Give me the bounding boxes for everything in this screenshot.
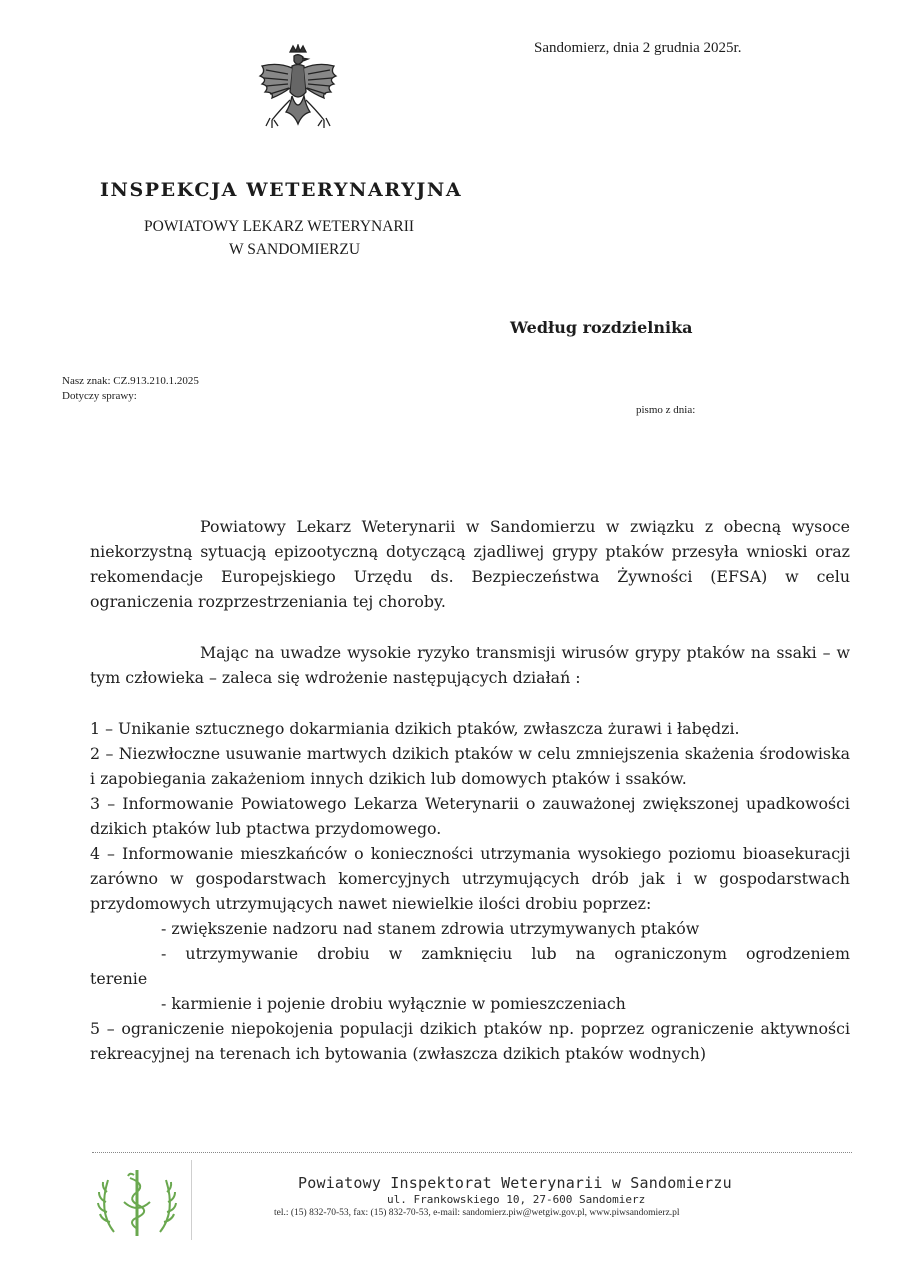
list-item-3: 3 – Informowanie Powiatowego Lekarza Weterynarii o zauważonej zwiększonej upadkowości dzikich ptaków lub ptactwa przydomowego. bbox=[90, 794, 850, 838]
list-item-2: 2 – Niezwłoczne usuwanie martwych dzikich ptaków w celu zmniejszenia skażenia środowiska i zapobiegania zakażeniom innych dzikich lub domowych ptaków i ssaków. bbox=[90, 744, 850, 788]
recipient-line: Według rozdzielnika bbox=[510, 318, 693, 337]
date-line: Sandomierz, dnia 2 grudnia 2025r. bbox=[534, 40, 742, 56]
list-item-4: 4 – Informowanie mieszkańców o konieczności utrzymania wysokiego poziomu bioasekuracji zarówno w gospodarstwach komercyjnych utrzymujących drób jak i w gospodarstwach przydomowych utrzymujących nawet niewielkie ilości drobiu poprzez: bbox=[90, 844, 850, 913]
paragraph-recommendation: Mając na uwadze wysokie ryzyko transmisji wirusów grypy ptaków na ssaki – w tym człowieka – zaleca się wdrożenie następujących działań : bbox=[90, 643, 850, 687]
footer-contact: tel.: (15) 832-70-53, fax: (15) 832-70-53, e-mail: sandomierz.piw@wetgiw.gov.pl, www.piwsandomierz.pl bbox=[274, 1208, 680, 1218]
veterinary-caduceus-logo-icon bbox=[94, 1162, 180, 1242]
reference-number: Nasz znak: CZ.913.210.1.2025 bbox=[62, 375, 199, 387]
footer-address: ul. Frankowskiego 10, 27-600 Sandomierz bbox=[387, 1193, 646, 1206]
footer-organization: Powiatowy Inspektorat Weterynarii w Sandomierzu bbox=[298, 1174, 732, 1192]
footer-divider bbox=[92, 1152, 852, 1153]
list-item-1: 1 – Unikanie sztucznego dokarmiania dzikich ptaków, zwłaszcza żurawi i łabędzi. bbox=[90, 719, 740, 738]
list-item-5: 5 – ograniczenie niepokojenia populacji dzikich ptaków np. poprzez ograniczenie aktywności rekreacyjnej na terenach ich bytowania (zwłaszcza dzikich ptaków wodnych) bbox=[90, 1019, 850, 1063]
sub-bullet-2-continuation: terenie bbox=[90, 969, 148, 988]
polish-eagle-emblem-icon bbox=[252, 44, 344, 142]
sub-bullet-2: - utrzymywanie drobiu w zamknięciu lub na ograniczonym ogrodzeniem bbox=[161, 944, 850, 963]
subject-label: Dotyczy sprawy: bbox=[62, 390, 137, 402]
sub-bullet-1: - zwiększenie nadzoru nad stanem zdrowia utrzymywanych ptaków bbox=[161, 919, 700, 938]
paragraph-intro: Powiatowy Lekarz Weterynarii w Sandomierzu w związku z obecną wysoce niekorzystną sytuacją epizootyczną dotyczącą zjadliwej grypy ptaków przesyła wnioski oraz rekomendacje Europejskiego Urzędu ds. Bezpieczeństwa Żywności (EFSA) w celu ograniczenia rozprzestrzeniania tej choroby. bbox=[90, 517, 850, 611]
footer-separator bbox=[191, 1160, 192, 1240]
letter-body bbox=[90, 514, 850, 1066]
office-name-line1: POWIATOWY LEKARZ WETERYNARII bbox=[144, 218, 415, 235]
sub-bullet-3: - karmienie i pojenie drobiu wyłącznie w pomieszczeniach bbox=[161, 994, 626, 1013]
reference-block bbox=[62, 374, 199, 404]
institution-title: INSPEKCJA WETERYNARYJNA bbox=[100, 179, 463, 201]
office-name-line2: W SANDOMIERZU bbox=[229, 241, 361, 258]
letter-date-label: pismo z dnia: bbox=[636, 404, 696, 416]
